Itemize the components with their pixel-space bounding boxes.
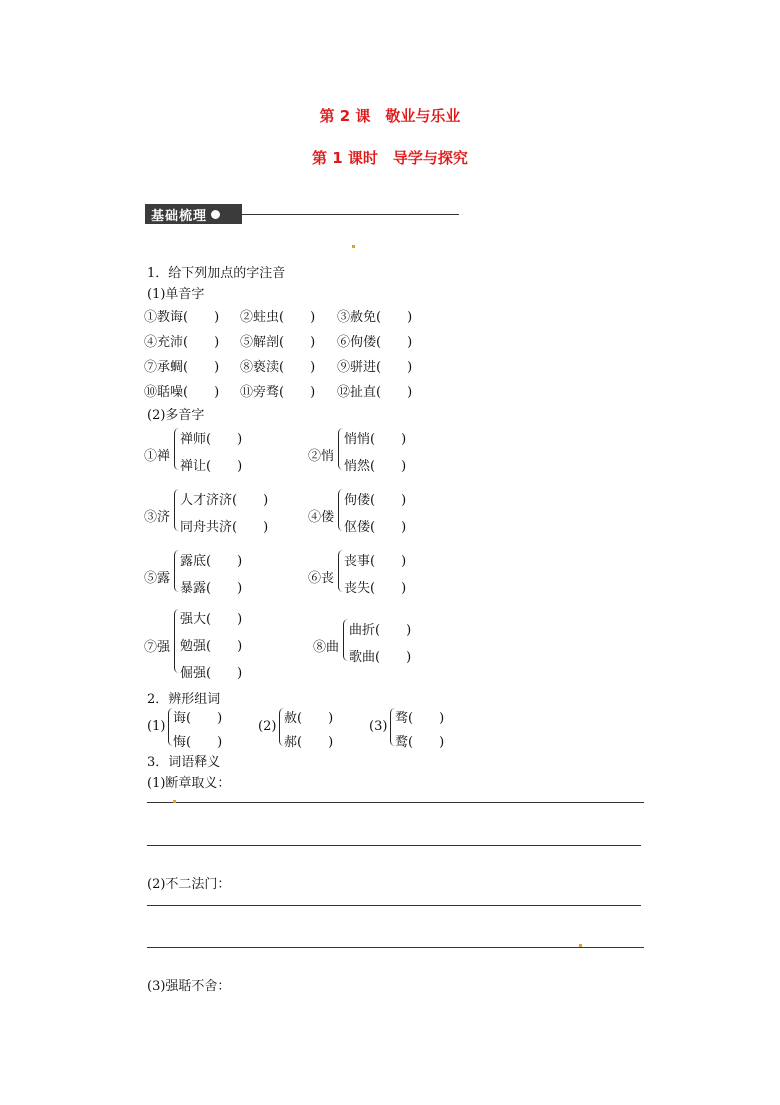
multi-item: 禅让( ) xyxy=(180,459,243,474)
single-item: ②蛀虫( ) xyxy=(240,310,316,325)
brace xyxy=(338,489,343,531)
brace xyxy=(174,609,179,673)
orange-mark xyxy=(579,944,582,947)
multi-label: ③济 xyxy=(144,510,171,525)
brace xyxy=(343,619,348,661)
brace xyxy=(174,489,179,531)
page-title: 第 2 课 敬业与乐业 xyxy=(319,107,461,125)
answer-line[interactable] xyxy=(147,802,644,803)
q2-group-label: (2) xyxy=(258,719,277,734)
answer-line[interactable] xyxy=(147,845,641,846)
multi-item: 伛偻( ) xyxy=(344,520,407,535)
multi-item: 人才济济( ) xyxy=(180,493,269,508)
q2-group-label: (3) xyxy=(369,719,388,734)
q3-item-label: (3)强聒不舍： xyxy=(147,979,231,994)
q2-item: 赦( ) xyxy=(284,711,334,726)
single-item: ①教诲( ) xyxy=(144,310,220,325)
multi-item: 强大( ) xyxy=(180,612,243,627)
brace xyxy=(174,550,179,592)
multi-item: 暴露( ) xyxy=(180,581,243,596)
single-item: ⑨骈进( ) xyxy=(337,360,413,375)
q2-item: 诲( ) xyxy=(173,711,223,726)
multi-item: 佝偻( ) xyxy=(344,493,407,508)
q2-item: 骛( ) xyxy=(395,711,445,726)
q2-group-label: (1) xyxy=(147,719,166,734)
single-item: ③赦免( ) xyxy=(337,310,413,325)
multi-label: ②悄 xyxy=(308,449,335,464)
q1-multi-heading: (2)多音字 xyxy=(147,408,205,423)
brace xyxy=(174,428,179,470)
single-item: ⑦承蜩( ) xyxy=(144,360,220,375)
multi-item: 丧事( ) xyxy=(344,554,407,569)
q2-item: 鹜( ) xyxy=(395,735,445,750)
answer-line[interactable] xyxy=(147,947,644,948)
section-label: 基础梳理 xyxy=(151,208,208,224)
q1-heading: 1．给下列加点的字注音 xyxy=(147,266,286,281)
orange-mark xyxy=(173,800,176,803)
single-item: ⑥佝偻( ) xyxy=(337,335,413,350)
q2-item: 郝( ) xyxy=(284,735,334,750)
single-item: ⑩聒噪( ) xyxy=(144,385,220,400)
multi-label: ①禅 xyxy=(144,449,171,464)
multi-label: ⑤露 xyxy=(144,571,171,586)
single-item: ⑪旁骛( ) xyxy=(240,385,316,400)
brace xyxy=(338,428,343,470)
single-item: ⑤解剖( ) xyxy=(240,335,316,350)
section-rule xyxy=(242,214,459,215)
bullet-icon xyxy=(211,210,220,219)
multi-item: 歌曲( ) xyxy=(349,650,412,665)
q3-item-label: (2)不二法门： xyxy=(147,877,231,892)
multi-item: 同舟共济( ) xyxy=(180,520,269,535)
multi-label: ⑦强 xyxy=(144,640,171,655)
brace xyxy=(338,550,343,592)
q1-single-heading: (1)单音字 xyxy=(147,287,205,302)
multi-item: 禅师( ) xyxy=(180,432,243,447)
section-header xyxy=(145,204,242,224)
multi-item: 悄悄( ) xyxy=(344,432,407,447)
answer-line[interactable] xyxy=(147,905,641,906)
multi-item: 倔强( ) xyxy=(180,666,243,681)
single-item: ⑧亵渎( ) xyxy=(240,360,316,375)
single-item: ④充沛( ) xyxy=(144,335,220,350)
q3-heading: 3．词语释义 xyxy=(147,755,221,770)
q2-heading: 2．辨形组词 xyxy=(147,692,221,707)
multi-item: 悄然( ) xyxy=(344,459,407,474)
multi-item: 勉强( ) xyxy=(180,639,243,654)
multi-label: ④偻 xyxy=(308,510,335,525)
multi-label: ⑧曲 xyxy=(313,640,340,655)
q2-item: 悔( ) xyxy=(173,735,223,750)
page-subtitle: 第 1 课时 导学与探究 xyxy=(312,149,468,167)
orange-mark xyxy=(352,245,355,248)
multi-item: 曲折( ) xyxy=(349,623,412,638)
multi-item: 丧失( ) xyxy=(344,581,407,596)
multi-item: 露底( ) xyxy=(180,554,243,569)
single-item: ⑫扯直( ) xyxy=(337,385,413,400)
q3-item-label: (1)断章取义： xyxy=(147,776,231,791)
multi-label: ⑥丧 xyxy=(308,571,335,586)
